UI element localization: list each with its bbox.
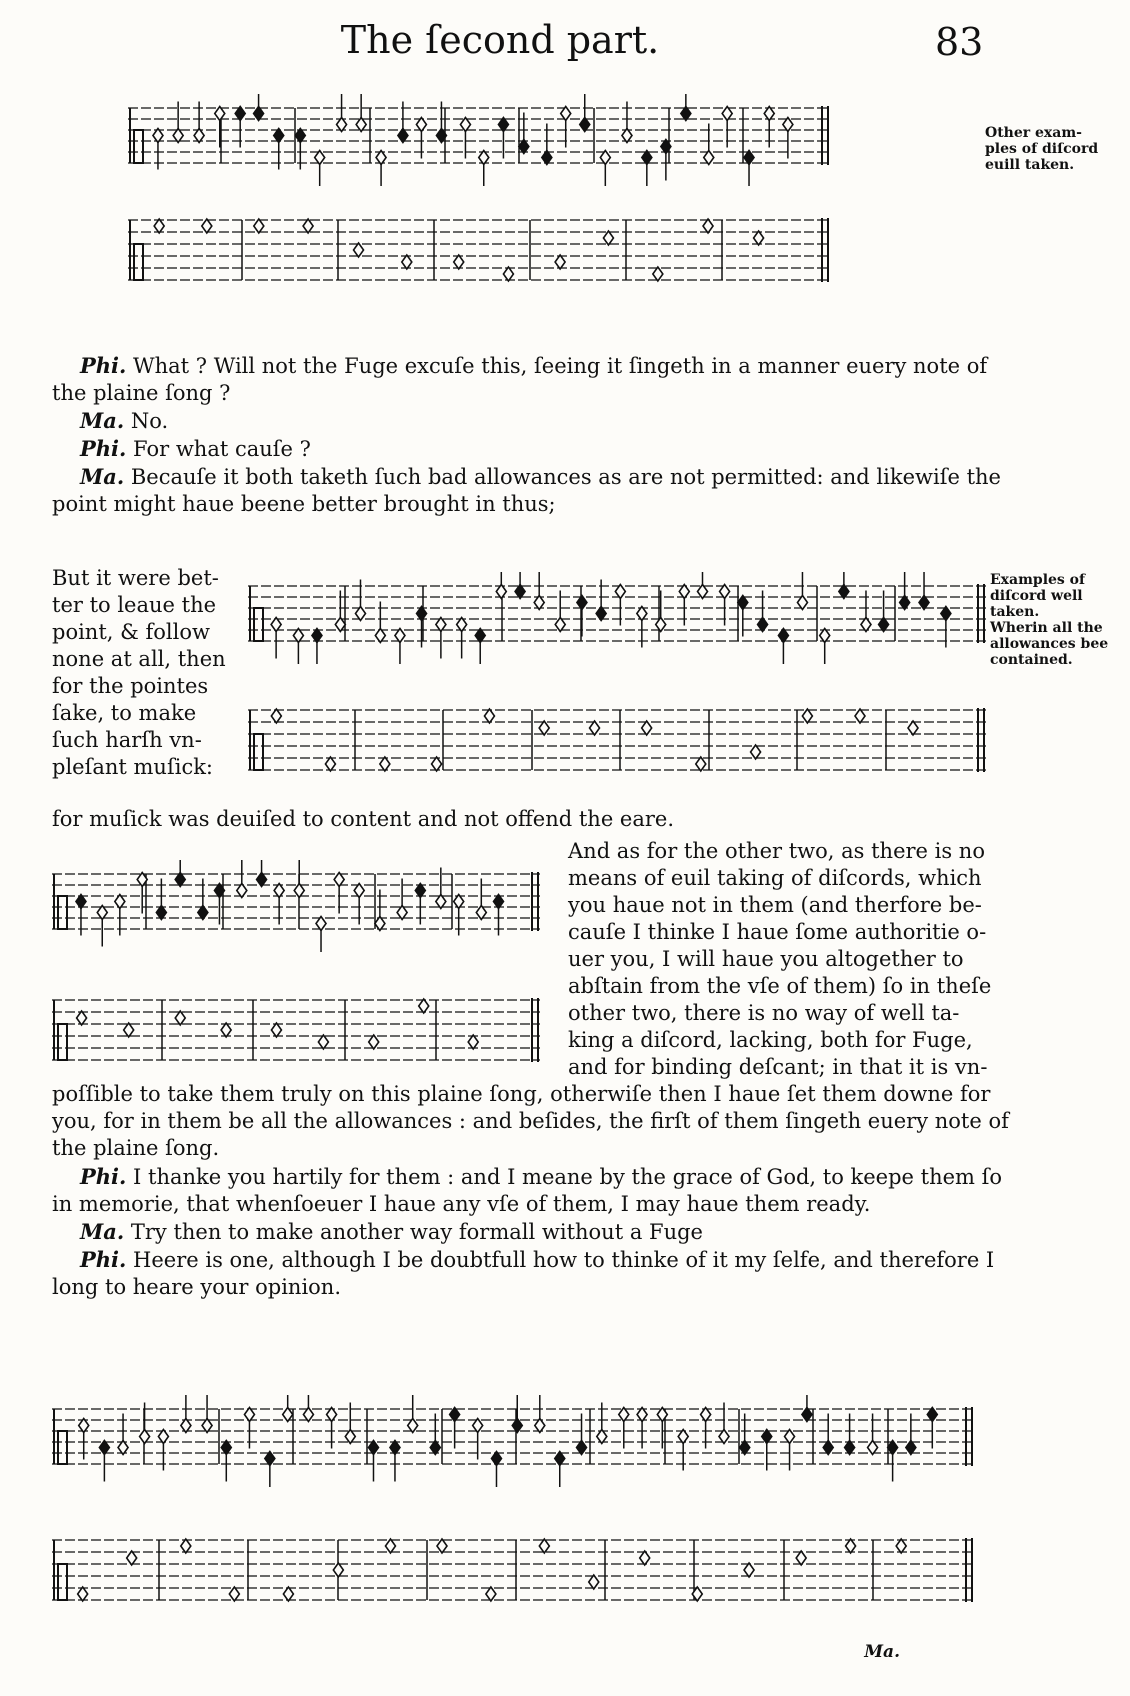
margin-note-well-taken: Examples of diſcord well taken. Wherin all the allowances bee contained. — [990, 572, 1109, 668]
dialogue-text: I thanke you hartily for them : and I meane by the grace of God, to keepe them ſo — [133, 1165, 1003, 1189]
side-text-left: But it were bet- ter to leaue the point, & follow none at all, then for the pointes ſake, to make ſuch harſh vn- pleſant muſick: — [52, 566, 226, 779]
dialogue-block-1 — [52, 352, 1001, 518]
paragraph-2: poſſible to take them truly on this plaine ſong, otherwiſe then I haue ſet them downe for you, for in them be all the allowances : and beſides, the firſt of them ſingeth euery note of the plaine ſong. — [52, 1082, 1009, 1160]
margin-note-evil-taken: Other exam- ples of diſcord euill taken. — [985, 125, 1099, 173]
catchword: Ma. — [864, 1642, 900, 1662]
dialogue-text: Heere is one, although I be doubtfull how to thinke of it my ſelfe, and therefore I — [133, 1248, 995, 1272]
page-header-title: The ſecond part. — [340, 18, 660, 62]
music-staff-example2-lower — [248, 700, 986, 790]
speaker-ma: Ma. — [80, 1219, 125, 1244]
dialogue-text: long to heare your opinion. — [52, 1275, 342, 1299]
dialogue-text: Becauſe it both taketh ſuch bad allowances as are not permitted: and likewiſe the — [130, 465, 1001, 489]
text-line: for muſick was deuiſed to content and not offend the eare. — [52, 807, 675, 831]
dialogue-text: in memorie, that whenſoeuer I haue any vſe of them, I may haue them ready. — [52, 1192, 871, 1216]
music-staff-example2-upper — [248, 572, 986, 668]
dialogue-text: point might haue beene better brought in thus; — [52, 492, 556, 516]
page-number: 83 — [935, 20, 984, 64]
speaker-phi: Phi. — [80, 1247, 127, 1272]
dialogue-text: For what cauſe ? — [133, 437, 311, 461]
dialogue-text: Try then to make another way formall without a Fuge — [130, 1220, 703, 1244]
speaker-phi: Phi. — [80, 1164, 127, 1189]
speaker-ma: Ma. — [80, 408, 125, 433]
music-staff-example1-upper — [128, 94, 830, 190]
music-staff-example3-lower — [52, 990, 540, 1080]
dialogue-text: the plaine ſong ? — [52, 381, 231, 405]
side-text-right: And as for the other two, as there is no means of euil taking of diſcords, which you haue not in them (and therfore be- cauſe I thinke I haue ſome authoritie o- uer you, I will haue you altogether to abſtain from the vſe of them) ſo in theſe other two, there is no way of well ta- king a diſcord, lacking, both for Fuge, and for binding deſcant; in that it is vn- — [568, 839, 992, 1079]
dialogue-text: What ? Will not the Fuge excuſe this, ſeeing it ſingeth in a manner euery note of — [133, 354, 988, 378]
music-staff-example4-lower — [52, 1530, 974, 1622]
speaker-phi: Phi. — [80, 436, 127, 461]
speaker-ma: Ma. — [80, 464, 125, 489]
music-staff-example4-upper — [52, 1395, 974, 1491]
music-staff-example3-upper — [52, 860, 540, 956]
dialogue-block-2 — [52, 1163, 1002, 1301]
music-staff-example1-lower — [128, 210, 830, 300]
speaker-phi: Phi. — [80, 353, 127, 378]
dialogue-text: No. — [130, 409, 169, 433]
